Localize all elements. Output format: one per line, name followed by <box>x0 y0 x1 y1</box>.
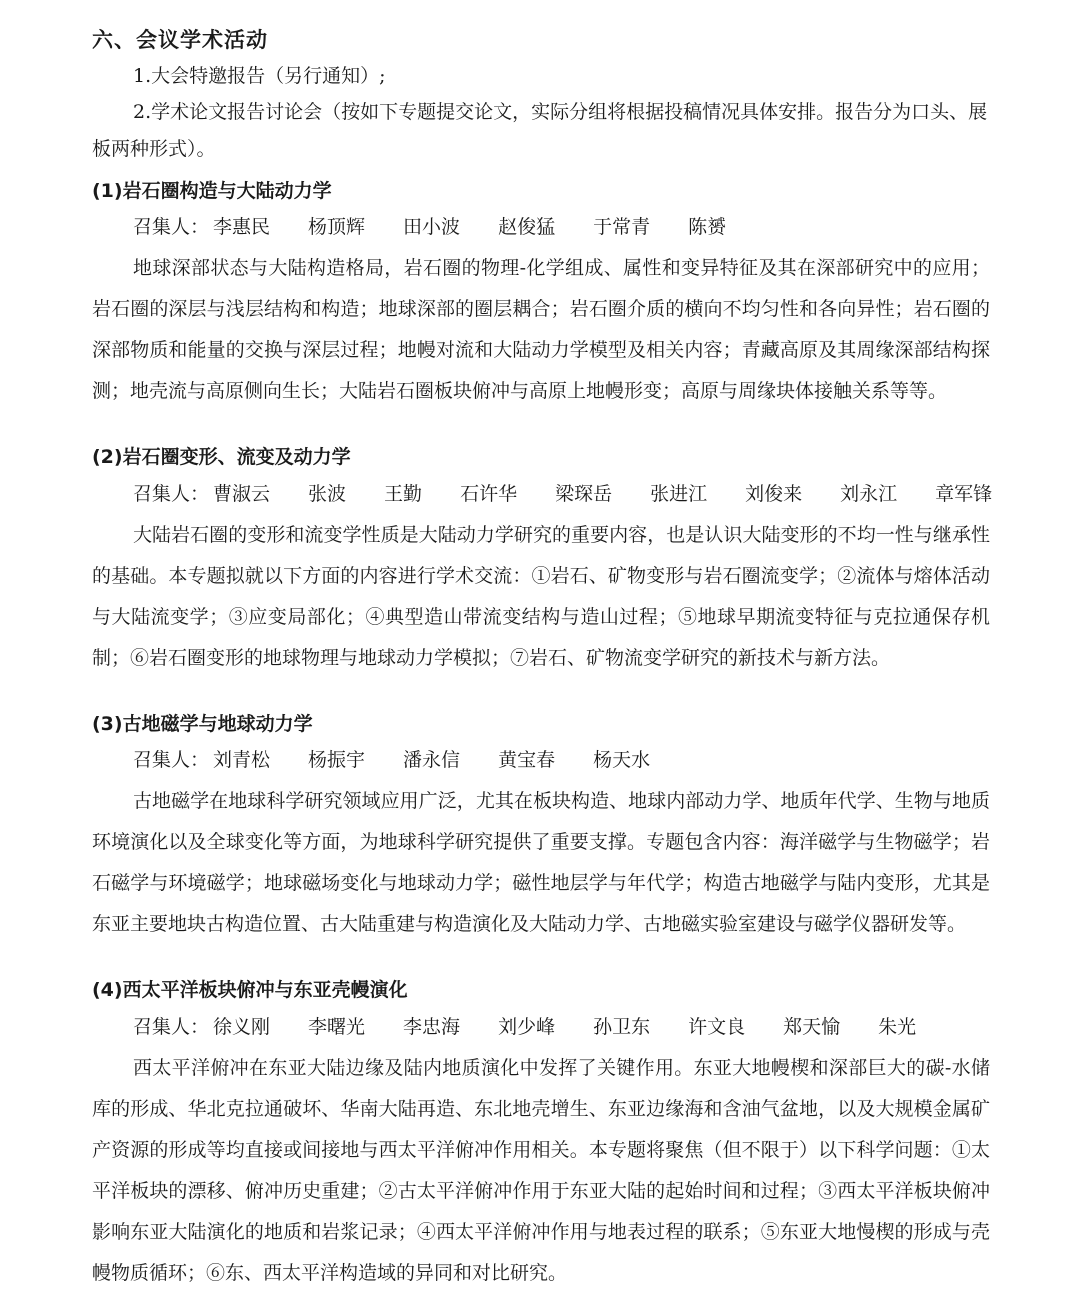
topic-3-conveners <box>133 747 688 773</box>
topic-4-conveners <box>133 1014 954 1040</box>
convener-name: 王勤 <box>384 483 423 505</box>
activity-item-1: 1.大会特邀报告（另行通知）; <box>133 65 386 87</box>
convener-name: 许文良 <box>688 1016 746 1038</box>
convener-name: 李曙光 <box>308 1016 366 1038</box>
convener-name: 陈赟 <box>688 216 727 238</box>
topic-3-title: (3)古地磁学与地球动力学 <box>92 713 313 735</box>
convener-name: 曹淑云 <box>213 483 271 505</box>
topic-2-conveners <box>133 481 1030 507</box>
convener-name: 张进江 <box>650 483 708 505</box>
convener-label: 召集人： <box>133 749 210 771</box>
topic-2-title: (2)岩石圈变形、流变及动力学 <box>92 446 351 468</box>
convener-name: 刘少峰 <box>498 1016 556 1038</box>
convener-name: 刘俊来 <box>745 483 803 505</box>
topic-4-description: 西太平洋俯冲在东亚大陆边缘及陆内地质演化中发挥了关键作用。东亚大地幔楔和深部巨大的碳-水储库的形成、华北克拉通破坏、华南大陆再造、东北地壳增生、东亚边缘海和含油气盆地，以及大规模金属矿产资源的形成等均直接或间接地与西太平洋俯冲作用相关。本专题将聚焦（但不限于）以下科学问题：①太平洋板块的漂移、俯冲历史重建；②古太平洋俯冲作用于东亚大陆的起始时间和过程；③西太平洋板块俯冲影响东亚大陆演化的地质和岩浆记录；④西太平洋俯冲作用与地表过程的联系；⑤东亚大地慢楔的形成与壳幔物质循环；⑥东、西太平洋构造域的异同和对比研究。 <box>92 1057 990 1284</box>
activity-item-2-line-1: 2.学术论文报告讨论会（按如下专题提交论文，实际分组将根据投稿情况具体安排。报告分为口头、展 <box>133 101 988 123</box>
convener-name: 张波 <box>308 483 347 505</box>
convener-name: 章军锋 <box>935 483 993 505</box>
convener-name: 潘永信 <box>403 749 461 771</box>
topic-1-title: (1)岩石圈构造与大陆动力学 <box>92 180 332 202</box>
convener-name: 于常青 <box>593 216 651 238</box>
topic-1-description: 地球深部状态与大陆构造格局，岩石圈的物理-化学组成、属性和变异特征及其在深部研究中的应用；岩石圈的深层与浅层结构和构造；地球深部的圈层耦合；岩石圈介质的横向不均匀性和各向异性；岩石圈的深部物质和能量的交换与深层过程；地幔对流和大陆动力学模型及相关内容；青藏高原及其周缘深部结构探测；地壳流与高原侧向生长；大陆岩石圈板块俯冲与高原上地幔形变；高原与周缘块体接触关系等等。 <box>92 257 990 402</box>
topic-1-conveners <box>133 214 764 240</box>
convener-name: 石许华 <box>460 483 518 505</box>
convener-name: 郑天愉 <box>783 1016 841 1038</box>
convener-name: 刘永江 <box>840 483 898 505</box>
convener-name: 李惠民 <box>213 216 271 238</box>
section-title: 六、会议学术活动 <box>92 28 268 52</box>
convener-name: 田小波 <box>403 216 461 238</box>
convener-label: 召集人： <box>133 483 210 505</box>
topic-2-description: 大陆岩石圈的变形和流变学性质是大陆动力学研究的重要内容，也是认识大陆变形的不均一性与继承性的基础。本专题拟就以下方面的内容进行学术交流：①岩石、矿物变形与岩石圈流变学；②流体与熔体活动与大陆流变学；③应变局部化；④典型造山带流变结构与造山过程；⑤地球早期流变特征与克拉通保存机制；⑥岩石圈变形的地球物理与地球动力学模拟；⑦岩石、矿物流变学研究的新技术与新方法。 <box>92 524 990 669</box>
convener-name: 孙卫东 <box>593 1016 651 1038</box>
convener-name: 赵俊猛 <box>498 216 556 238</box>
convener-name: 杨天水 <box>593 749 651 771</box>
convener-name: 徐义刚 <box>213 1016 271 1038</box>
convener-label: 召集人： <box>133 1016 210 1038</box>
convener-name: 杨振宇 <box>308 749 366 771</box>
activity-item-2-line-2: 板两种形式）。 <box>92 138 216 160</box>
convener-name: 梁琛岳 <box>555 483 613 505</box>
convener-name: 李忠海 <box>403 1016 461 1038</box>
topic-4-title: (4)西太平洋板块俯冲与东亚壳幔演化 <box>92 979 408 1001</box>
topic-3-description: 古地磁学在地球科学研究领域应用广泛，尤其在板块构造、地球内部动力学、地质年代学、生物与地质环境演化以及全球变化等方面，为地球科学研究提供了重要支撑。专题包含内容：海洋磁学与生物磁学；岩石磁学与环境磁学；地球磁场变化与地球动力学；磁性地层学与年代学；构造古地磁学与陆内变形，尤其是东亚主要地块古构造位置、古大陆重建与构造演化及大陆动力学、古地磁实验室建设与磁学仪器研发等。 <box>92 790 990 935</box>
convener-name: 黄宝春 <box>498 749 556 771</box>
convener-label: 召集人： <box>133 216 210 238</box>
convener-name: 刘青松 <box>213 749 271 771</box>
convener-name: 朱光 <box>878 1016 917 1038</box>
convener-name: 杨顶辉 <box>308 216 366 238</box>
